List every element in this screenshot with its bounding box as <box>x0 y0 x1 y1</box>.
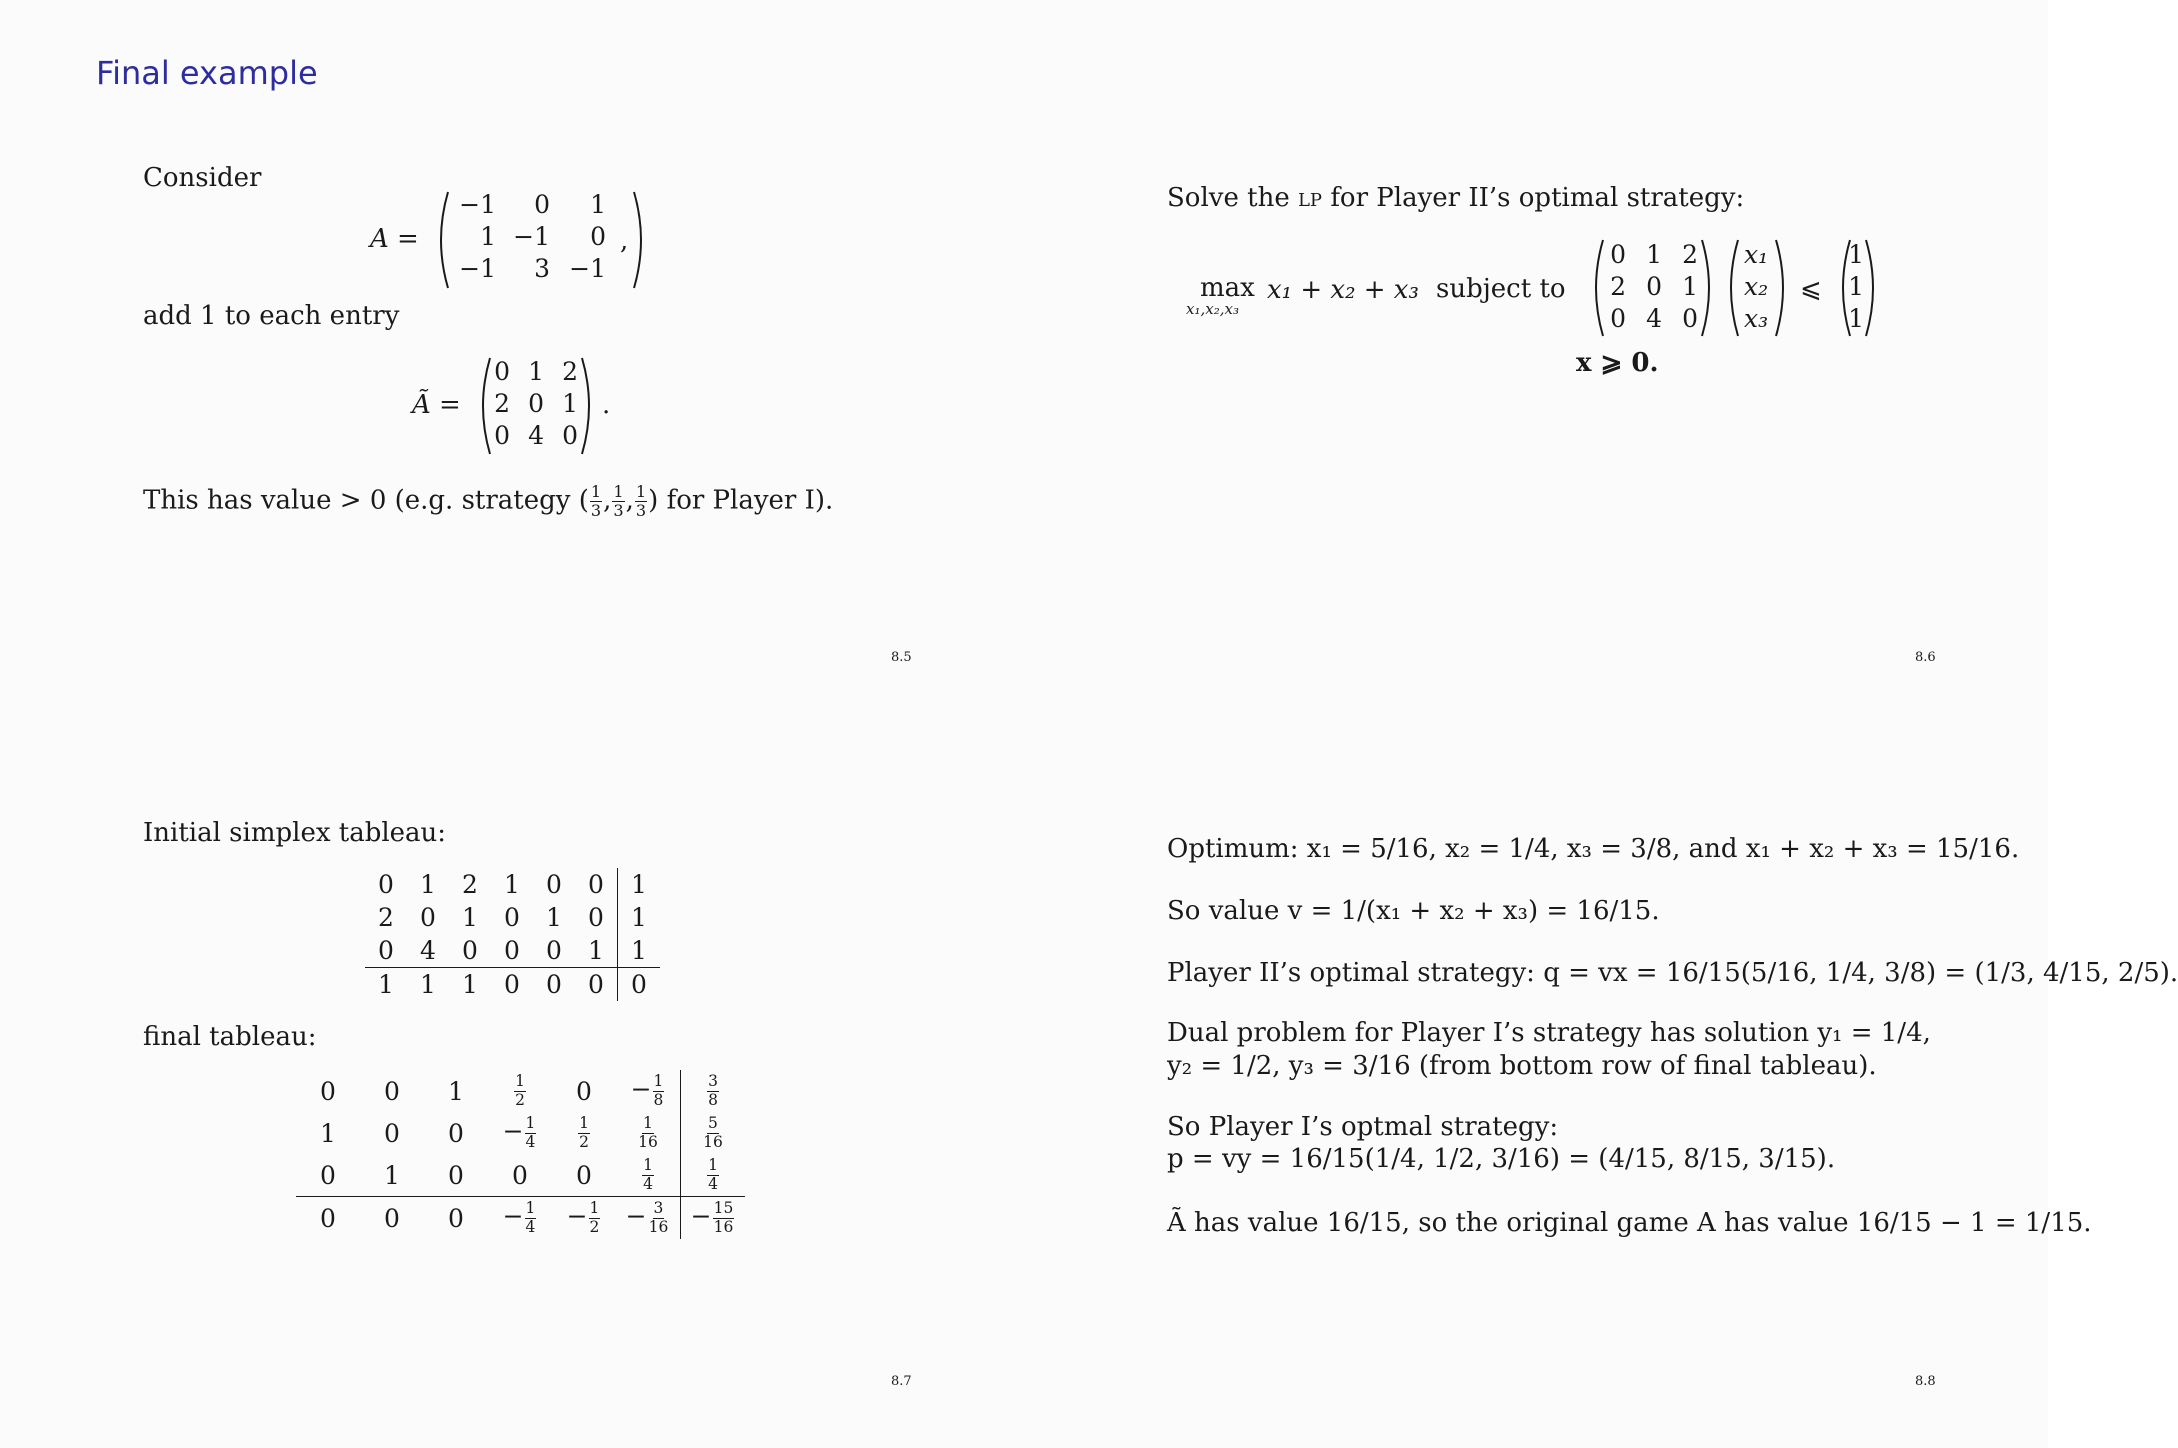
max-operator: max <box>1200 273 1255 303</box>
player-ii-strategy: Player II’s optimal strategy: q = vx = 16/15(5/16, 1/4, 3/8) = (1/3, 4/15, 2/5). <box>1167 958 2178 988</box>
tableau-cell: 0 <box>448 1160 464 1190</box>
tableau-cell: 1 <box>546 903 562 932</box>
page-number: 8.6 <box>1915 650 1936 665</box>
tableau-cell: 0 <box>546 936 562 965</box>
right-paren <box>1864 238 1882 338</box>
matrix-cell: 0 <box>1610 303 1626 333</box>
tableau-cell: 0 <box>448 1118 464 1148</box>
page-number: 8.5 <box>891 650 912 665</box>
fraction: $\frac{1}{2}$ <box>579 1114 589 1151</box>
matrix-cell: 0 <box>494 420 510 450</box>
tableau-cell: 0 <box>462 936 478 965</box>
tableau-cell: 1 <box>618 901 661 934</box>
matrix-cell: 0 <box>494 356 510 386</box>
matrix-cell: −1 <box>459 253 496 283</box>
tableau-cell <box>616 1112 681 1154</box>
tableau-cell: 1 <box>384 1160 400 1190</box>
subject-to: subject to <box>1436 274 1566 304</box>
tableau-cell: 0 <box>296 1197 360 1240</box>
tableau-cell: 0 <box>360 1197 424 1240</box>
value-sentence: This has value > 0 (e.g. strategy ( $\frac{1}{3}$ , $\frac{1}{3}$ , $\frac{1}{3}$ ) for Player I). <box>143 482 834 521</box>
fraction: $\frac{1}{4}$ <box>643 1156 653 1193</box>
tableau-cell: 0 <box>533 968 575 1002</box>
value-line: So value v = 1/(x₁ + x₂ + x₃) = 16/15. <box>1167 896 1660 926</box>
final-tableau <box>296 1070 745 1239</box>
right-paren <box>1774 238 1792 338</box>
vector-cell: x₁ <box>1744 239 1769 269</box>
tableau-cell: 0 <box>575 968 618 1002</box>
leq-symbol: ⩽ <box>1800 274 1822 304</box>
matrix-cell: 0 <box>1682 303 1698 333</box>
matrix-cell: 1 <box>1682 271 1698 301</box>
tableau-cell: 1 <box>588 936 604 965</box>
tableau-cell: 0 <box>320 1076 336 1106</box>
tableau-cell: 0 <box>320 1160 336 1190</box>
tableau-cell <box>488 1070 552 1112</box>
initial-tableau-label: Initial simplex tableau: <box>143 818 447 848</box>
right-paren <box>580 356 598 456</box>
tableau-cell <box>552 1112 616 1154</box>
tableau-cell: 2 <box>378 903 394 932</box>
matrix-atilde <box>482 355 578 451</box>
initial-tableau <box>365 868 660 1001</box>
tableau-cell: − $\frac{1}{2}$ <box>552 1197 616 1240</box>
matrix-cell: −1 <box>513 221 550 251</box>
tableau-cell: 4 <box>420 936 436 965</box>
tableau-cell: 0 <box>588 903 604 932</box>
fraction: $\frac{15}{16}$ <box>713 1199 734 1236</box>
matrix-cell: 0 <box>534 189 550 219</box>
consider-text: Consider <box>143 163 262 193</box>
tableau-cell: − $\frac{1}{4}$ <box>502 1114 536 1151</box>
vector-cell: 1 <box>1848 271 1864 301</box>
matrix-cell: 0 <box>1646 271 1662 301</box>
fraction: $\frac{1}{3}$ <box>590 482 602 521</box>
matrix-cell: 1 <box>590 189 606 219</box>
tableau-cell: 2 <box>462 870 478 899</box>
comma: , <box>620 226 629 256</box>
tableau-cell: − $\frac{15}{16}$ <box>681 1197 746 1240</box>
tableau-cell: 1 <box>420 870 436 899</box>
matrix-cell: 2 <box>494 388 510 418</box>
tableau-cell: 1 <box>618 934 661 968</box>
tableau-cell: 0 <box>588 870 604 899</box>
matrix-cell: 0 <box>562 420 578 450</box>
tableau-cell <box>681 1112 746 1154</box>
matrix-cell: 4 <box>1646 303 1662 333</box>
matrix-a <box>452 188 606 284</box>
tableau-cell: 1 <box>365 968 407 1002</box>
tableau-cell: 1 <box>407 968 449 1002</box>
x-vector <box>1744 238 1776 334</box>
tableau-cell: − $\frac{1}{8}$ <box>630 1072 664 1109</box>
tableau-cell: 1 <box>449 968 491 1002</box>
fraction: $\frac{5}{16}$ <box>703 1114 723 1151</box>
dual-line-2: y₂ = 1/2, y₃ = 3/16 (from bottom row of final tableau). <box>1167 1051 1877 1081</box>
matrix-cell: 0 <box>528 388 544 418</box>
matrix-cell: 0 <box>590 221 606 251</box>
fraction: $\frac{1}{4}$ <box>525 1114 536 1151</box>
tableau-cell: − $\frac{1}{4}$ <box>488 1197 552 1240</box>
tableau-cell: 0 <box>504 903 520 932</box>
tableau-cell: − $\frac{3}{16}$ <box>616 1197 681 1240</box>
tableau-cell <box>616 1154 681 1197</box>
matrix-cell: −1 <box>569 253 606 283</box>
tableau-cell: 1 <box>448 1076 464 1106</box>
tableau-cell: 0 <box>576 1160 592 1190</box>
matrix-cell: 2 <box>1682 239 1698 269</box>
fraction: $\frac{1}{2}$ <box>515 1072 525 1109</box>
tableau-cell <box>681 1154 746 1197</box>
tableau-cell: 0 <box>576 1076 592 1106</box>
tableau-cell: 1 <box>504 870 520 899</box>
left-paren <box>1722 238 1740 338</box>
matrix-cell: 1 <box>480 221 496 251</box>
one-vector <box>1848 238 1864 334</box>
right-paren <box>632 190 650 290</box>
optimum-line: Optimum: x₁ = 5/16, x₂ = 1/4, x₃ = 3/8, and x₁ + x₂ + x₃ = 15/16. <box>1167 834 2020 864</box>
tableau-cell: 1 <box>462 903 478 932</box>
matrix-cell: 2 <box>1610 271 1626 301</box>
matrix-atilde-label: Ã = <box>412 390 461 420</box>
tableau-cell: 0 <box>546 870 562 899</box>
matrix-cell: −1 <box>459 189 496 219</box>
player-i-label: So Player I’s optmal strategy: <box>1167 1112 1559 1142</box>
max-subscript: x₁,x₂,x₃ <box>1186 300 1239 318</box>
lp-matrix <box>1600 238 1698 334</box>
fraction: $\frac{1}{2}$ <box>589 1199 600 1236</box>
page-number: 8.7 <box>891 1374 912 1389</box>
matrix-cell: 2 <box>562 356 578 386</box>
dual-line-1: Dual problem for Player I’s strategy has solution y₁ = 1/4, <box>1167 1018 1931 1048</box>
matrix-cell: 1 <box>1646 239 1662 269</box>
tableau-cell: 0 <box>384 1076 400 1106</box>
vector-cell: x₂ <box>1744 271 1769 301</box>
vector-cell: x₃ <box>1744 303 1769 333</box>
page-title: Final example <box>96 54 318 92</box>
fraction: $\frac{3}{8}$ <box>708 1072 718 1109</box>
tableau-cell: 0 <box>384 1118 400 1148</box>
matrix-cell: 3 <box>534 253 550 283</box>
matrix-cell: 1 <box>528 356 544 386</box>
tableau-cell: 0 <box>491 968 533 1002</box>
tableau-cell: 0 <box>378 936 394 965</box>
matrix-cell: 1 <box>562 388 578 418</box>
fraction: $\frac{1}{16}$ <box>638 1114 658 1151</box>
tableau-cell: 0 <box>424 1197 488 1240</box>
fraction: $\frac{3}{16}$ <box>648 1199 669 1236</box>
lp-intro: Solve the lp for Player II’s optimal strategy: <box>1167 183 1745 213</box>
slide-8-6 <box>1024 0 2048 724</box>
add-one-text: add 1 to each entry <box>143 301 400 331</box>
conclusion-line: Ã has value 16/15, so the original game A has value 16/15 − 1 = 1/15. <box>1167 1208 2092 1238</box>
tableau-cell: 1 <box>618 868 661 901</box>
matrix-cell: 0 <box>1610 239 1626 269</box>
vector-cell: 1 <box>1848 239 1864 269</box>
tableau-cell: 0 <box>378 870 394 899</box>
tableau-cell <box>681 1070 746 1112</box>
slide-8-8 <box>1024 724 2048 1448</box>
left-paren <box>432 190 450 290</box>
right-paren <box>1700 238 1718 338</box>
tableau-cell: 0 <box>420 903 436 932</box>
fraction: $\frac{1}{3}$ <box>635 482 647 521</box>
tableau-cell: 0 <box>618 968 661 1002</box>
fraction: $\frac{1}{3}$ <box>613 482 624 521</box>
final-tableau-label: final tableau: <box>143 1022 317 1052</box>
fraction: $\frac{1}{4}$ <box>708 1156 718 1193</box>
matrix-a-label: A = <box>370 224 419 254</box>
nonnegativity: x ⩾ 0. <box>1576 348 1659 378</box>
tableau-cell: 0 <box>504 936 520 965</box>
player-i-strategy: p = vy = 16/15(1/4, 1/2, 3/16) = (4/15, 8/15, 3/15). <box>1167 1144 1836 1174</box>
fraction: $\frac{1}{8}$ <box>653 1072 664 1109</box>
objective: x₁ + x₂ + x₃ <box>1267 275 1419 305</box>
tableau-cell: 1 <box>320 1118 336 1148</box>
matrix-cell: 4 <box>528 420 544 450</box>
page-number: 8.8 <box>1915 1374 1936 1389</box>
fraction: $\frac{1}{4}$ <box>525 1199 536 1236</box>
tableau-cell: 0 <box>512 1160 528 1190</box>
period: . <box>602 390 611 420</box>
vector-cell: 1 <box>1848 303 1864 333</box>
